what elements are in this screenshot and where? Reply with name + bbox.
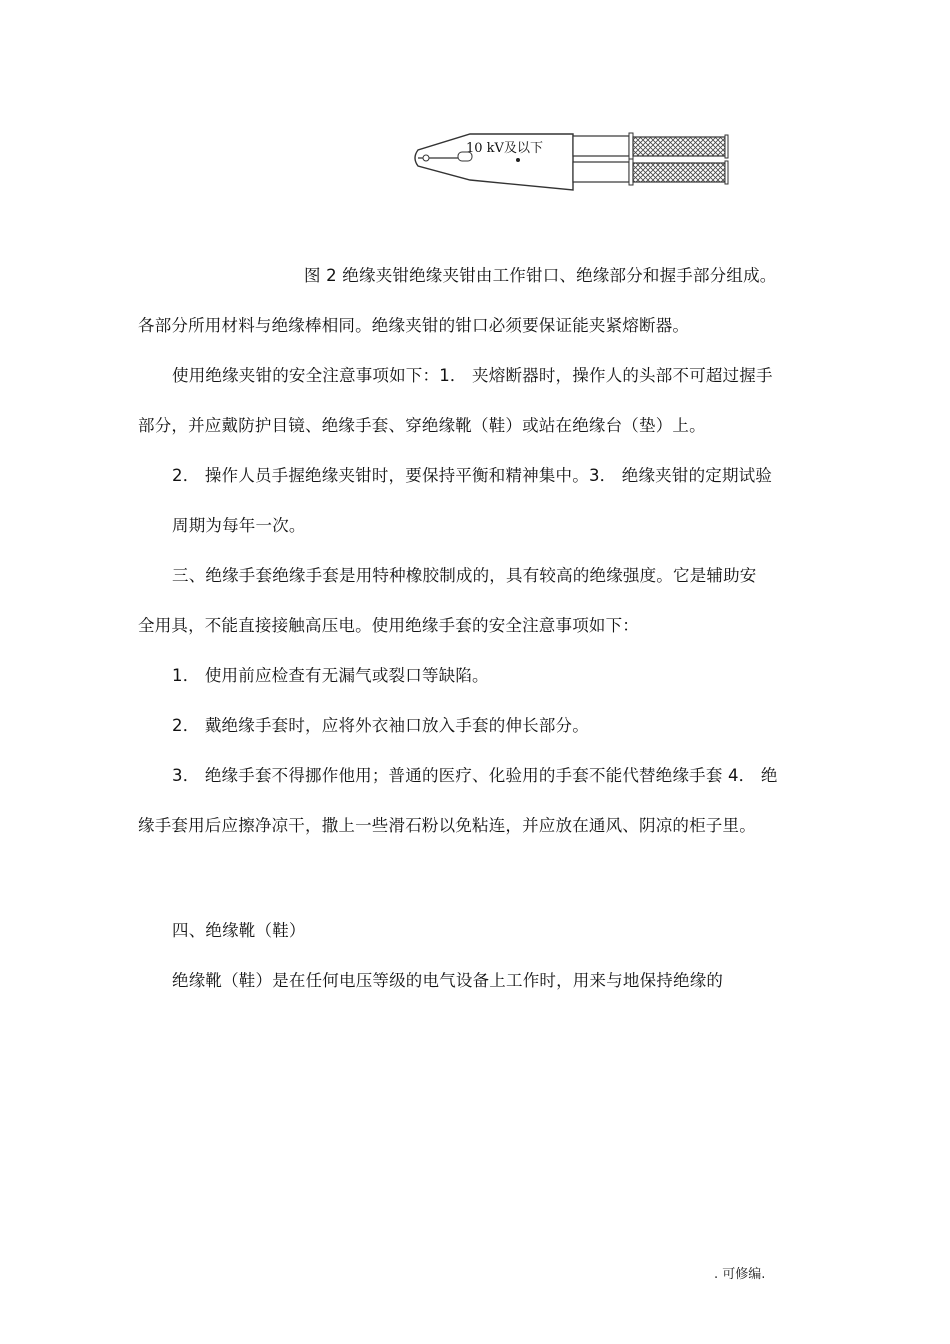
body-line: 使用绝缘夹钳的安全注意事项如下：1． 夹熔断器时，操作人的头部不可超过握手 xyxy=(172,366,773,385)
body-line: 周期为每年一次。 xyxy=(172,516,306,535)
body-line: 各部分所用材料与绝缘棒相同。绝缘夹钳的钳口必须要保证能夹紧熔断器。 xyxy=(138,316,690,335)
body-line: 部分，并应戴防护目镜、绝缘手套、穿绝缘靴（鞋）或站在绝缘台（垫）上。 xyxy=(138,416,706,435)
insulated-fuse-tongs-figure xyxy=(408,120,738,200)
body-line: 全用具，不能直接接触高压电。使用绝缘手套的安全注意事项如下： xyxy=(138,616,639,635)
list-item: 1． 使用前应检查有无漏气或裂口等缺陷。 xyxy=(172,666,489,685)
page-footer-note: . 可修编. xyxy=(714,1267,766,1282)
section-heading-boots: 四、绝缘靴（鞋） xyxy=(172,921,306,940)
section-heading-gloves: 三、绝缘手套绝缘手套是用特种橡胶制成的，具有较高的绝缘强度。它是辅助安 xyxy=(172,566,757,585)
tool-voltage-label: 10 kV及以下 xyxy=(466,141,543,156)
insulated-fuse-tongs-icon xyxy=(408,120,738,200)
list-item: 3． 绝缘手套不得挪作他用；普通的医疗、化验用的手套不能代替绝缘手套 4． 绝 xyxy=(172,766,778,785)
body-line: 缘手套用后应擦净凉干，撒上一些滑石粉以免粘连，并应放在通风、阴凉的柜子里。 xyxy=(138,816,756,835)
body-line: 2． 操作人员手握绝缘夹钳时，要保持平衡和精神集中。3． 绝缘夹钳的定期试验 xyxy=(172,466,773,485)
figure-caption-paragraph: 图 2 绝缘夹钳绝缘夹钳由工作钳口、绝缘部分和握手部分组成。 xyxy=(304,266,777,285)
body-line: 绝缘靴（鞋）是在任何电压等级的电气设备上工作时，用来与地保持绝缘的 xyxy=(172,971,724,990)
list-item: 2． 戴绝缘手套时，应将外衣袖口放入手套的伸长部分。 xyxy=(172,716,589,735)
